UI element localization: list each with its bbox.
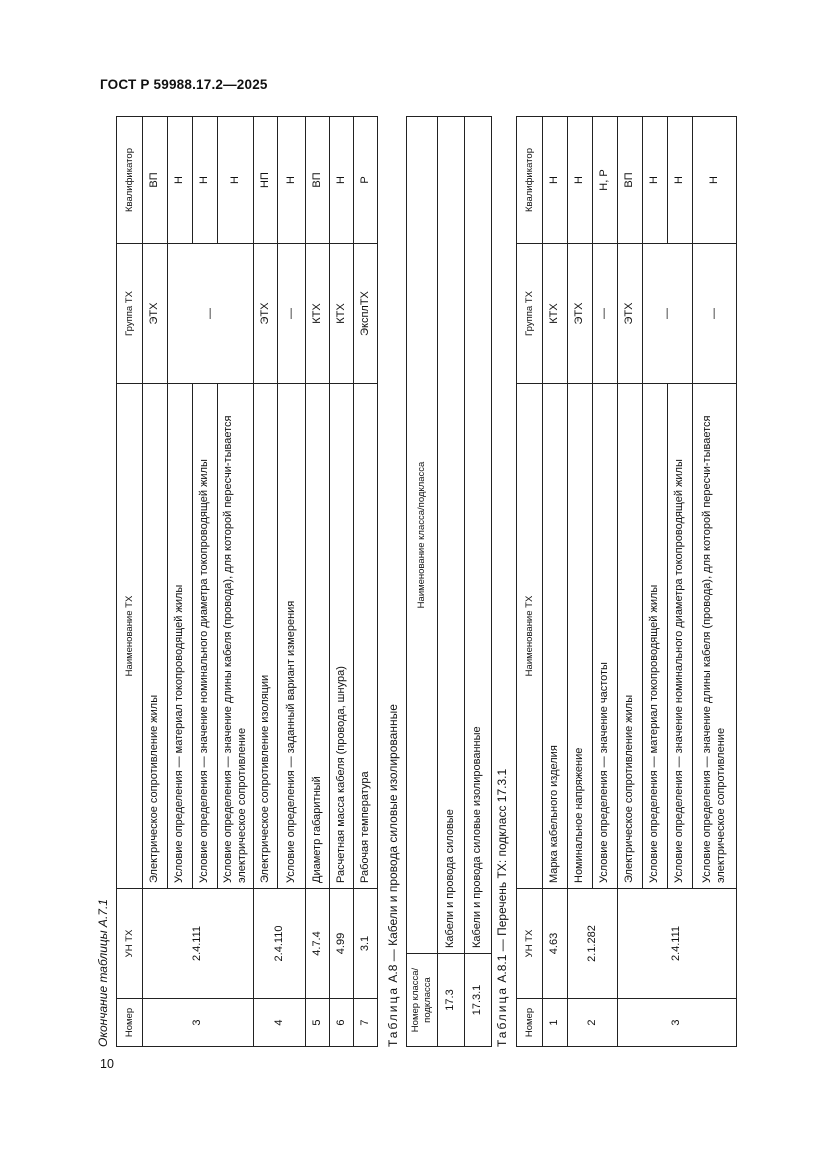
row-qualifier: Н [668,117,693,244]
row-qualifier: Н [193,117,218,244]
col-code: УН ТХ [517,889,543,999]
col-number: Номер [517,999,543,1047]
row-number: 1 [543,999,568,1047]
row-name: Условие определения — значение номинального диаметра токопроводящей жилы [193,384,218,889]
row-number: 2 [568,999,618,1047]
row-name: Условие определения — значение номинального диаметра токопроводящей жилы [668,384,693,889]
row-qualifier: Н [330,117,354,244]
row-code: 4.7.4 [306,889,330,999]
table-row [543,117,568,1047]
row-code: 4.63 [543,889,568,999]
table-a8-caption [386,704,400,1047]
row-group: ЭТХ [568,244,593,384]
table-row [254,117,278,1047]
col-class-number: Номер класса/подкласса [407,954,438,1047]
col-qualifier: Квалификатор [517,117,543,244]
row-qualifier: Н [218,117,254,244]
table-a81-caption [495,769,509,1047]
row-qualifier: Н [693,117,737,244]
table-row [330,117,354,1047]
row-group: КТХ [543,244,568,384]
row-class-code: 17.3.1 [464,954,491,1047]
row-code: 3.1 [354,889,378,999]
row-group: — [643,244,693,384]
caption-label: Таблица [495,985,509,1047]
row-name: Условие определения — заданный вариант измерения [278,384,306,889]
row-class-name: Кабели и провода силовые [437,117,464,954]
table-row [143,117,168,1047]
col-group: Группа ТХ [517,244,543,384]
table-a8 [406,116,492,1047]
row-number: 6 [330,999,354,1047]
col-code: УН ТХ [117,889,143,999]
table-row [464,117,491,1047]
row-number: 3 [618,999,737,1047]
row-qualifier: НП [254,117,278,244]
caption-label: Таблица [386,985,400,1047]
document-header: ГОСТ Р 59988.17.2—2025 [100,77,268,92]
table-a71-caption: Окончание таблицы А.7.1 [96,899,110,1047]
col-name: Наименование ТХ [117,384,143,889]
row-group: — [278,244,306,384]
row-number: 4 [254,999,306,1047]
row-qualifier: ВП [306,117,330,244]
caption-text: А.8 — Кабели и провода силовые изолированные [386,704,400,983]
table-row [568,117,593,1047]
row-name: Электрическое сопротивление изоляции [254,384,278,889]
row-code: 2.1.282 [568,889,618,999]
col-class-name: Наименование класса/подкласса [407,117,438,954]
row-number: 3 [143,999,254,1047]
table-a81 [516,116,737,1047]
row-qualifier: Н [278,117,306,244]
row-group: — [168,244,254,384]
table-row [354,117,378,1047]
row-name: Электрическое сопротивление жилы [618,384,643,889]
row-qualifier: Н [568,117,593,244]
row-name: Расчетная масса кабеля (провода, шнура) [330,384,354,889]
col-number: Номер [117,999,143,1047]
row-qualifier: Н [643,117,668,244]
row-number: 5 [306,999,330,1047]
row-name: Диаметр габаритный [306,384,330,889]
rotated-page-content [96,117,740,1047]
row-class-name: Кабели и провода силовые изолированные [464,117,491,954]
row-code: 4.99 [330,889,354,999]
row-name: Электрическое сопротивление жилы [143,384,168,889]
page-number: 10 [100,1057,114,1071]
table-row [306,117,330,1047]
row-code: 2.4.111 [618,889,737,999]
row-name: Марка кабельного изделия [543,384,568,889]
row-group: КТХ [306,244,330,384]
row-name: Условие определения — значение длины кабеля (провода), для которой пересчи-тывается электрическое сопротивление [693,384,737,889]
row-group: КТХ [330,244,354,384]
row-group: ЭксплТХ [354,244,378,384]
row-qualifier: Н, Р [593,117,618,244]
col-group: Группа ТХ [117,244,143,384]
row-qualifier: ВП [143,117,168,244]
row-qualifier: Н [168,117,193,244]
row-class-code: 17.3 [437,954,464,1047]
row-code: 2.4.110 [254,889,306,999]
row-name: Условие определения — значение частоты [593,384,618,889]
table-row [437,117,464,1047]
row-name: Номинальное напряжение [568,384,593,889]
row-name: Условие определения — материал токопроводящей жилы [168,384,193,889]
row-group: ЭТХ [254,244,278,384]
table-row [618,117,643,1047]
row-number: 7 [354,999,378,1047]
row-group: ЭТХ [618,244,643,384]
row-name: Условие определения — значение длины кабеля (провода), для которой пересчи-тывается электрическое сопротивление [218,384,254,889]
row-group: ЭТХ [143,244,168,384]
col-qualifier: Квалификатор [117,117,143,244]
row-qualifier: Н [543,117,568,244]
row-name: Условие определения — материал токопроводящей жилы [643,384,668,889]
caption-text: А.8.1 — Перечень ТХ: подкласс 17.3.1 [495,768,509,983]
row-qualifier: Р [354,117,378,244]
row-group: — [593,244,618,384]
row-code: 2.4.111 [143,889,254,999]
row-group: — [693,244,737,384]
row-qualifier: ВП [618,117,643,244]
col-name: Наименование ТХ [517,384,543,889]
row-name: Рабочая температура [354,384,378,889]
table-a71-end [116,116,378,1047]
